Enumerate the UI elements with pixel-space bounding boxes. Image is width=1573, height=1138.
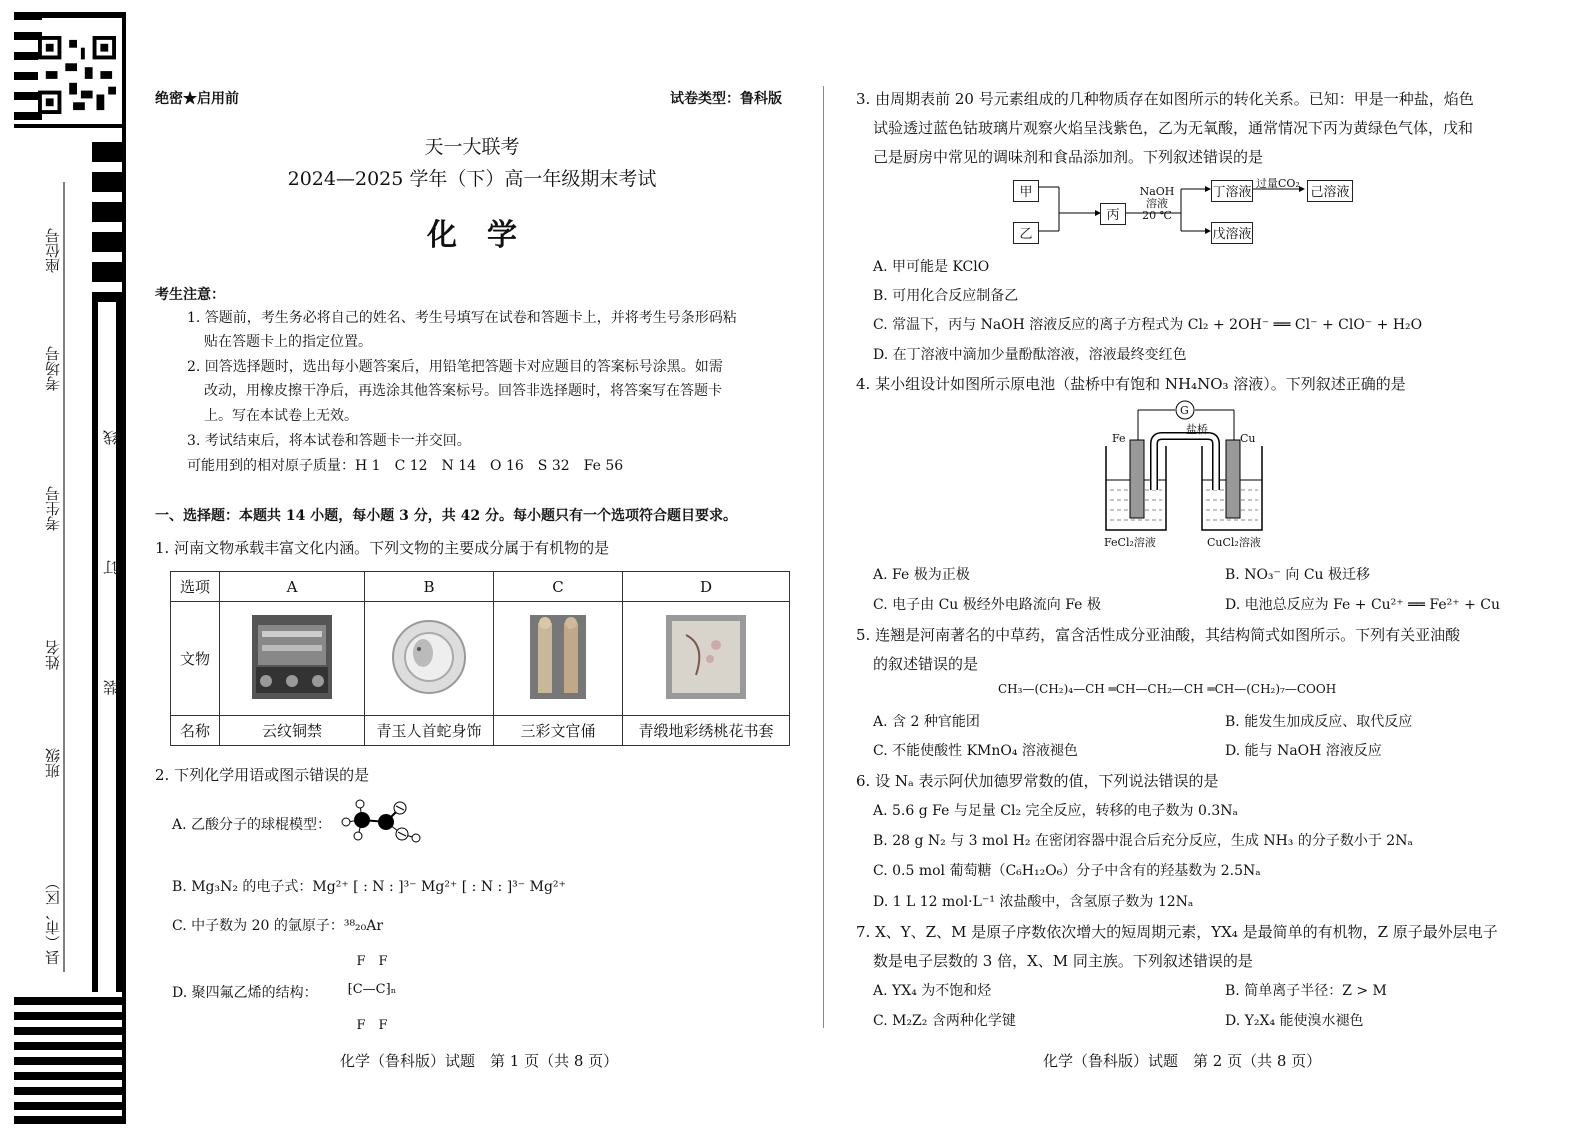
q3-option-a: A. 甲可能是 KClO <box>873 259 990 275</box>
fecl2-solution-label: FeCl₂溶液 <box>1104 536 1156 549</box>
ptfe-top-fluorines: F F <box>356 954 388 969</box>
node-ding: 丁溶液 <box>1211 180 1253 202</box>
q6-option-c: C. 0.5 mol 葡萄糖（C₆H₁₂O₆）分子中含有的羟基数为 2.5Nₐ <box>873 863 1261 879</box>
q2-option-d: D. 聚四氟乙烯的结构： <box>172 985 318 1001</box>
acetic-acid-ball-stick-model <box>338 796 422 848</box>
q2-option-c: C. 中子数为 20 的氩原子：³⁸₂₀Ar <box>172 918 384 934</box>
q4-option-c: C. 电子由 Cu 极经外电路流向 Fe 极 <box>873 597 1101 613</box>
q3-stem-line: 试验透过蓝色钴玻璃片观察火焰呈浅紫色，乙为无氧酸，通常情况下丙为黄绿色气体，戊和 <box>873 119 1474 137</box>
name-label: 姓名 <box>44 640 62 670</box>
q7-option-a: A. YX₄ 为不饱和烃 <box>873 983 992 999</box>
embroidered-book-case-image <box>666 615 746 699</box>
q7-option-b: B. 简单离子半径：Z > M <box>1225 983 1387 999</box>
jade-ornament-image <box>389 615 469 699</box>
q6-option-a: A. 5.6 g Fe 与足量 Cl₂ 完全反应，转移的电子数为 0.3Nₐ <box>873 803 1238 819</box>
condition-temperature: 20 ℃ <box>1142 209 1172 222</box>
q5-stem-line: 的叙述错误的是 <box>873 655 979 673</box>
subject-title: 化 学 <box>427 218 517 253</box>
artifact-name: 青缎地彩绣桃花书套 <box>623 716 790 746</box>
footer-page-2: 化学（鲁科版）试题 第 2 页（共 8 页） <box>1043 1052 1322 1070</box>
q7-option-d: D. Y₂X₄ 能使溴水褪色 <box>1225 1013 1364 1029</box>
q2-option-a: A. 乙酸分子的球棍模型： <box>172 817 332 833</box>
artifact-d-cell <box>623 602 790 716</box>
q4-option-d: D. 电池总反应为 Fe + Cu²⁺ ══ Fe²⁺ + Cu <box>1225 597 1501 613</box>
page-divider <box>823 86 824 1028</box>
galvanometer-label: G <box>1180 404 1189 417</box>
notice-line: 3. 考试结束后，将本试卷和答题卡一并交回。 <box>187 433 471 449</box>
artifact-name: 云纹铜禁 <box>220 716 365 746</box>
notice-line: 上。写在本试卷上无效。 <box>204 408 358 424</box>
node-yi: 乙 <box>1013 222 1039 244</box>
artifact-name: 三彩文官俑 <box>494 716 623 746</box>
table-header-option: 选项 <box>171 572 220 602</box>
q6-option-b: B. 28 g N₂ 与 3 mol H₂ 在密闭容器中混合后充分反应，生成 NH₃ 的分子数小于 2Nₐ <box>873 833 1413 849</box>
condition-reagent: NaOH <box>1139 185 1175 198</box>
qr-code-icon <box>38 36 116 114</box>
exam-room-label: 考场号 <box>44 346 62 391</box>
q3-option-d: D. 在丁溶液中滴加少量酚酞溶液，溶液最终变红色 <box>873 347 1187 363</box>
atomic-masses: 可能用到的相对原子质量：H 1 C 12 N 14 O 16 S 32 Fe 56 <box>187 458 624 474</box>
cu-electrode-label: Cu <box>1240 432 1256 445</box>
q4-option-b: B. NO₃⁻ 向 Cu 极迁移 <box>1225 567 1370 583</box>
county-label: 县（市、区） <box>44 875 62 965</box>
node-ji: 己溶液 <box>1307 180 1353 202</box>
galvanic-cell-diagram <box>1100 400 1270 550</box>
seat-number-label: 座位号 <box>44 228 62 273</box>
binding-mark-line: 线 <box>102 430 120 445</box>
notice-line: 2. 回答选择题时，选出每小题答案后，用铅笔把答题卡对应题目的答案标号涂黑。如需 <box>187 359 723 375</box>
candidate-number-label: 考生号 <box>44 486 62 531</box>
salt-bridge-label: 盐桥 <box>1186 423 1208 436</box>
q3-option-b: B. 可用化合反应制备乙 <box>873 288 1019 304</box>
artifact-name: 青玉人首蛇身饰 <box>365 716 494 746</box>
table-header-name: 名称 <box>171 716 220 746</box>
exam-org: 天一大联考 <box>424 136 520 158</box>
notice-line: 改动，用橡皮擦干净后，再选涂其他答案标号。回答非选择题时，将答案写在答题卡 <box>204 383 722 399</box>
paper-type: 试卷类型：鲁科版 <box>670 91 782 107</box>
class-label: 班级 <box>44 748 62 778</box>
q1-stem: 1. 河南文物承载丰富文化内涵。下列文物的主要成分属于有机物的是 <box>155 539 610 557</box>
linoleic-acid-formula: CH₃—(CH₂)₄—CH ═CH—CH₂—CH ═CH—(CH₂)₇—COOH <box>998 682 1337 696</box>
col-d: D <box>623 572 790 602</box>
cucl2-solution-label: CuCl₂溶液 <box>1207 536 1261 549</box>
col-c: C <box>494 572 623 602</box>
q7-option-c: C. M₂Z₂ 含两种化学键 <box>873 1013 1016 1029</box>
artifact-b-cell <box>365 602 494 716</box>
node-jia: 甲 <box>1013 180 1039 202</box>
tricolor-figurine-image <box>530 615 586 699</box>
node-bing: 丙 <box>1100 203 1126 225</box>
q4-stem: 4. 某小组设计如图所示原电池（盐桥中有饱和 NH₄NO₃ 溶液）。下列叙述正确的是 <box>856 375 1406 393</box>
q7-stem-line: 数是电子层数的 3 倍，X、M 同主族。下列叙述错误的是 <box>873 952 1253 970</box>
artifact-a-cell <box>220 602 365 716</box>
q6-stem: 6. 设 Nₐ 表示阿伏加德罗常数的值，下列说法错误的是 <box>856 772 1219 790</box>
section-heading: 一、选择题：本题共 14 小题，每小题 3 分，共 42 分。每小题只有一个选项符合题目要求。 <box>155 508 737 524</box>
notice-line: 贴在答题卡上的指定位置。 <box>204 334 372 350</box>
col-b: B <box>365 572 494 602</box>
excess-co2-label: 过量CO₂ <box>1256 177 1300 190</box>
q5-option-a: A. 含 2 种官能团 <box>873 714 980 730</box>
q5-option-c: C. 不能使酸性 KMnO₄ 溶液褪色 <box>873 743 1078 759</box>
reaction-condition <box>1135 186 1179 222</box>
q5-option-d: D. 能与 NaOH 溶液反应 <box>1225 743 1382 759</box>
q6-option-d: D. 1 L 12 mol·L⁻¹ 浓盐酸中，含氢原子数为 12Nₐ <box>873 894 1194 910</box>
artifact-c-cell <box>494 602 623 716</box>
q1-table <box>170 571 790 746</box>
node-wu: 戊溶液 <box>1211 222 1253 244</box>
table-header-artifact: 文物 <box>171 602 220 716</box>
notice-line: 1. 答题前，考生务必将自己的姓名、考生号填写在试卷和答题卡上，并将考生号条形码粘 <box>187 310 737 326</box>
q3-option-c: C. 常温下，丙与 NaOH 溶液反应的离子方程式为 Cl₂ + 2OH⁻ ══ Cl⁻ + ClO⁻ + H₂O <box>873 317 1423 333</box>
secret-label: 绝密★启用前 <box>155 91 239 107</box>
exam-title: 2024—2025 学年（下）高一年级期末考试 <box>287 168 657 190</box>
footer-page-1: 化学（鲁科版）试题 第 1 页（共 8 页） <box>340 1052 619 1070</box>
bronze-altar-image <box>252 615 332 699</box>
q4-option-a: A. Fe 极为正极 <box>873 567 970 583</box>
q3-stem-line: 3. 由周期表前 20 号元素组成的几种物质存在如图所示的转化关系。已知：甲是一种盐，焰色 <box>856 90 1474 108</box>
col-a: A <box>220 572 365 602</box>
q7-stem-line: 7. X、Y、Z、M 是原子序数依次增大的短周期元素，YX₄ 是最简单的有机物，Z 原子最外层电子 <box>856 923 1498 941</box>
q5-option-b: B. 能发生加成反应、取代反应 <box>1225 714 1413 730</box>
q2-stem: 2. 下列化学用语或图示错误的是 <box>155 766 370 784</box>
ptfe-backbone: ⁅C—C⁆ₙ <box>347 982 397 997</box>
notice-title: 考生注意： <box>155 287 225 303</box>
q2-option-b: B. Mg₃N₂ 的电子式：Mg²⁺ [ : N : ]³⁻ Mg²⁺ [ : N : ]³⁻ Mg²⁺ <box>172 879 566 895</box>
fe-electrode-label: Fe <box>1112 432 1126 445</box>
binding-mark-bind: 装 <box>102 680 120 695</box>
binding-mark-staple: 订 <box>102 560 120 575</box>
q3-stem-line: 己是厨房中常见的调味剂和食品添加剂。下列叙述错误的是 <box>873 148 1264 166</box>
q5-stem-line: 5. 连翘是河南著名的中草药，富含活性成分亚油酸，其结构简式如图所示。下列有关亚油酸 <box>856 626 1461 644</box>
condition-solution: 溶液 <box>1146 197 1168 210</box>
ptfe-bottom-fluorines: F F <box>356 1018 388 1033</box>
